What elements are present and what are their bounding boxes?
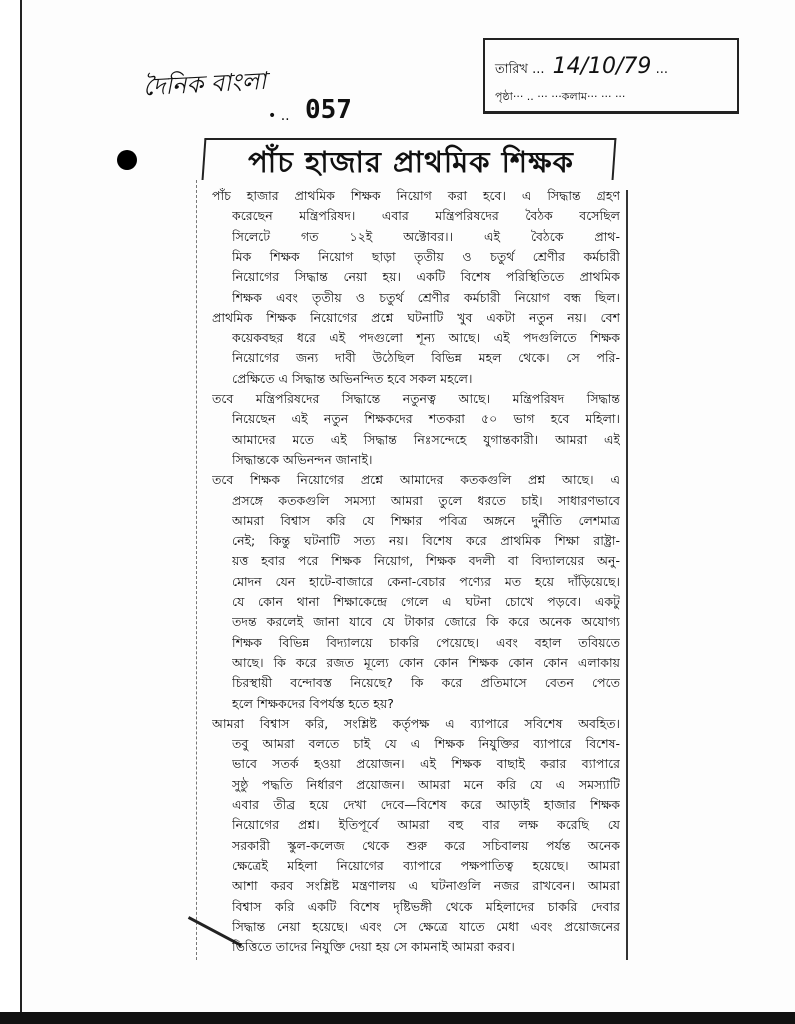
article-line: এবার তীব্র হয়ে দেখা দেবে—বিশেষ করে আড়াই হাজার শিক্ষক — [232, 797, 620, 812]
stamp-date-row — [495, 54, 668, 81]
article-line: নিয়োগের জন্য দাবী উঠেছিল বিভিন্ন মহল থেকে। সে পরি- — [232, 350, 620, 366]
article-line: যে কোন থানা শিক্ষাকেন্দ্রে গেলে এ ঘটনা চোখে পড়বে। একটু — [232, 594, 620, 609]
article-line: সিদ্ধান্ত নেয়া হয়েছে। এবং সে ক্ষেত্রে যাতে মেধা এবং প্রয়োজনের — [232, 918, 620, 934]
date-trail: ... — [655, 62, 668, 77]
article-line: মোদন যেন হাটে-বাজারে কেনা-বেচার পণ্যের মত হয়ে দাঁড়িয়েছে। — [232, 573, 620, 589]
newspaper-name: দৈনিক বাংলা — [142, 66, 267, 102]
article-line: য়ত্ত হবার পরে শিক্ষক নিয়োগ, শিক্ষক বদলী বা বিদ্যালয়ের অনু- — [232, 553, 620, 569]
article-line: সিদ্ধান্তকে অভিনন্দন জানাই। — [232, 451, 373, 467]
article-line: আছে। কি করে রজত মূল্যে কোন কোন শিক্ষক কোন কোন এলাকায় — [232, 654, 620, 670]
article-line: নিয়োগের সিদ্ধান্ত নেয়া হয়। একটি বিশেষ পরিস্থিতিতে প্রাথমিক — [232, 269, 620, 285]
scan-edge-bottom — [0, 1012, 795, 1024]
column-rule — [626, 190, 628, 960]
date-value: 14/10/79 — [552, 54, 652, 79]
article-line: প্রসঙ্গে কতকগুলি সমস্যা আমরা তুলে ধরতে চাই। সাধারণভাবে — [232, 492, 620, 508]
article-line: শিক্ষক এবং তৃতীয় ও চতুর্থ শ্রেণীর কর্মচারী নিয়োগ বন্ধ ছিল। — [232, 289, 620, 305]
article-line: ভিত্তিতে তাদের নিযুক্তি দেয়া হয় সে কামনাই আমরা করব। — [232, 939, 515, 955]
article-line: আশা করব সংশ্লিষ্ট মন্ত্রণালয় এ ঘটনাগুলি নজর রাখবেন। আমরা — [232, 878, 620, 894]
article-line: তবু আমরা বলতে চাই যে এ শিক্ষক নিযুক্তির ব্যাপারে বিশেষ- — [232, 736, 620, 752]
article-line: হলে শিক্ষকদের বিপর্যস্ত হতে হয়? — [232, 695, 394, 711]
article-line: আমাদের মতে এই সিদ্ধান্ত নিঃসন্দেহে যুগান্তকারী। আমরা এই — [232, 431, 620, 447]
article-line: ভাবে সতর্ক হওয়া প্রয়োজন। এই শিক্ষক বাছাই করার ব্যাপারে — [232, 756, 620, 772]
headline: পাঁচ হাজার প্রাথমিক শিক্ষক — [248, 145, 574, 179]
punch-hole-mark — [117, 150, 137, 170]
article-line: আমরা বিশ্বাস করি যে শিক্ষার পবিত্র অঙ্গনে দুর্নীতি লেশমাত্র — [232, 512, 620, 528]
article-line: করেছেন মন্ত্রিপরিষদ। এবার মন্ত্রিপরিষদের বৈঠক বসেছিল — [232, 208, 620, 224]
stamp-page-column-row: পৃষ্ঠা··· .. ··· ···কলাম··· ··· ··· — [495, 90, 626, 103]
article-line: নিয়েছেন এই নতুন শিক্ষকদের শতকরা ৫০ ভাগ হবে মহিলা। — [232, 411, 620, 427]
scan-edge-left — [20, 0, 22, 1024]
article-line: সরকারী স্কুল-কলেজ থেকে শুরু করে সচিবালয় পর্যন্ত অনেক — [232, 837, 620, 853]
archive-stamp — [483, 38, 739, 114]
article-line: সুষ্ঠু পদ্ধতি নির্ধারণ প্রয়োজন। আমরা মনে করি যে এ সমস্যাটি — [232, 776, 620, 792]
article-line: শিক্ষক বিভিন্ন বিদ্যালয়ে চাকরি পেয়েছে। এবং বহাল তবিয়তে — [232, 634, 620, 650]
article-line: বিশ্বাস করি একটি বিশেষ দৃষ্টিভঙ্গী থেকে মহিলাদের চাকরি দেবার — [232, 898, 620, 914]
article-line: প্রাথমিক শিক্ষক নিয়োগের প্রশ্নে ঘটনাটি খুব একটা নতুন নয়। বেশ — [212, 309, 620, 325]
article-line: তদন্ত করলেই জানা যাবে যে টাকার জোরে কি করে অনেক অযোগ্য — [232, 614, 620, 630]
clip-marks: • .. — [268, 108, 290, 124]
article-line: নেই; কিন্তু ঘটনাটি সত্য নয়। বিশেষ করে প্রাথমিক শিক্ষা রাষ্ট্রা- — [232, 533, 620, 549]
article-line: কয়েকবছর ধরে এই পদগুলো শূন্য আছে। এই পদগুলিতে শিক্ষক — [232, 330, 620, 346]
clip-number: 057 — [305, 95, 352, 125]
article-line: পাঁচ হাজার প্রাথমিক শিক্ষক নিয়োগ করা হবে। এ সিদ্ধান্ত গ্রহণ — [212, 188, 620, 203]
article-line: তবে মন্ত্রিপরিষদের সিদ্ধান্তে নতুনত্ব আছে। মন্ত্রিপরিষদ সিদ্ধান্ত — [212, 391, 620, 406]
date-label: তারিখ ... — [495, 62, 545, 77]
article-line: মিক শিক্ষক নিয়োগ ছাড়া তৃতীয় ও চতুর্থ শ্রেণীর কর্মচারী — [232, 248, 620, 264]
article-line: সিলেটে গত ১২ই অক্টোবর।। এই বৈঠকে প্রাথ- — [232, 228, 620, 244]
article-line: চিরস্থায়ী বন্দোবস্ত নিয়েছে? কি করে প্রতিমাসে বেতন পেতে — [232, 675, 620, 691]
clipping-cut-edge — [196, 180, 198, 960]
article-line: প্রেক্ষিতে এ সিদ্ধান্ত অভিনন্দিত হবে সকল মহলে। — [232, 370, 473, 386]
article-line: তবে শিক্ষক নিয়োগের প্রশ্নে আমাদের কতকগুলি প্রশ্ন আছে। এ — [212, 472, 620, 488]
article-line: নিয়োগের প্রশ্ন। ইতিপূর্বে আমরা বহু বার লক্ষ করেছি যে — [232, 817, 620, 833]
article-line: আমরা বিশ্বাস করি, সংশ্লিষ্ট কর্তৃপক্ষ এ ব্যাপারে সবিশেষ অবহিত। — [212, 715, 620, 731]
article-line: ক্ষেত্রেই মহিলা নিয়োগের ব্যাপারে পক্ষপাতিত্ব হয়েছে। আমরা — [232, 857, 620, 873]
